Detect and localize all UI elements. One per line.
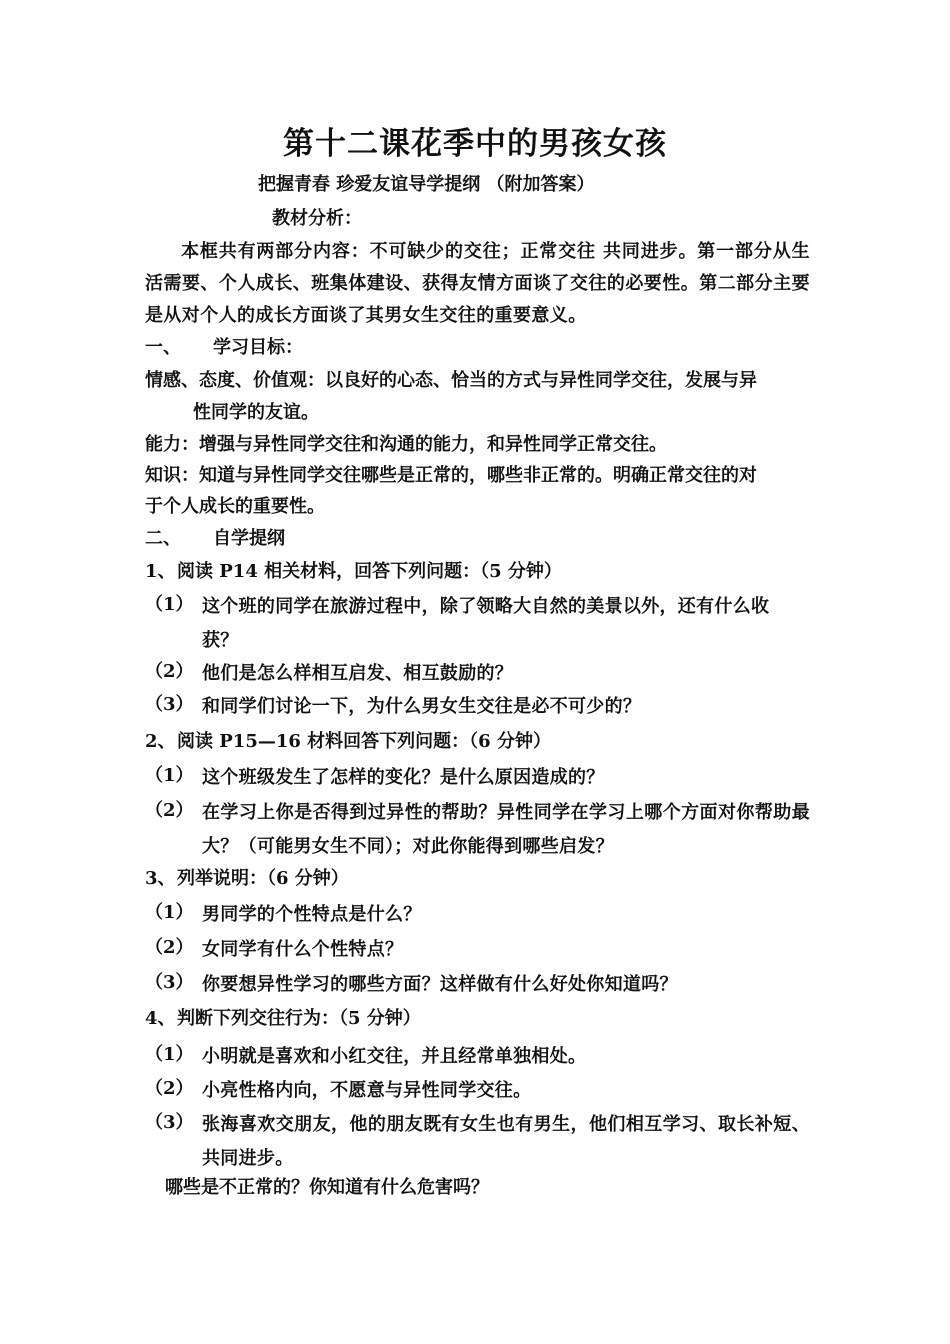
- item-number: （2）: [145, 800, 194, 821]
- item-text: 小明就是喜欢和小红交往，并且经常单独相处。: [202, 1046, 587, 1067]
- item-text: 在学习上你是否得到过异性的帮助？异性同学在学习上哪个方面对你帮助最大？（可能男女生不同）；对此你能得到哪些启发？: [202, 802, 810, 857]
- question-text: 判断下列交往行为：（5 分钟）: [177, 1008, 421, 1029]
- question-number: 2、: [145, 731, 176, 752]
- intro-paragraph: 本框共有两部分内容：不可缺少的交往；正常交往 共同进步。第一部分从生活需要、个人成长、班集体建设、获得友情方面谈了交往的必要性。第二部分主要是从对个人的成长方面谈了其男女生交往的重要意义。: [145, 241, 810, 326]
- item-number: （2）: [145, 661, 194, 682]
- item-number: （2）: [145, 937, 194, 958]
- question-number: 4、: [145, 1008, 176, 1029]
- question-1: [145, 557, 562, 583]
- question-4: [145, 1004, 421, 1030]
- question-text: 阅读 P15—16 材料回答下列问题：（6 分钟）: [177, 731, 551, 752]
- goal-emotion-line1: 情感、态度、价值观：以良好的心态、恰当的方式与异性同学交往，发展与异: [145, 370, 757, 391]
- document-title: 第十二课花季中的男孩女孩: [283, 126, 667, 162]
- question-2: [145, 727, 551, 753]
- item-number: （1）: [145, 765, 194, 786]
- document-subtitle: 把握青春 珍爱友谊导学提纲 （附加答案）: [258, 174, 595, 195]
- goal-ability: 能力：增强与异性同学交往和沟通的能力，和异性同学正常交往。: [145, 434, 667, 455]
- section-number: 二、: [145, 528, 181, 549]
- item-number: （2）: [145, 1078, 194, 1099]
- item-text: 这个班级发生了怎样的变化？是什么原因造成的？: [202, 767, 605, 788]
- item-number: （3）: [145, 972, 194, 993]
- item-text: 小亮性格内向，不愿意与异性同学交往。: [202, 1080, 532, 1101]
- item-number: （3）: [145, 694, 194, 715]
- section-title: 学习目标：: [213, 337, 303, 358]
- item-number: （1）: [145, 594, 194, 615]
- item-number: （1）: [145, 902, 194, 923]
- item-text: 和同学们讨论一下，为什么男女生交往是必不可少的？: [202, 696, 642, 717]
- item-text: 你要想异性学习的哪些方面？这样做有什么好处你知道吗？: [202, 974, 678, 995]
- item-text: 他们是怎么样相互启发、相互鼓励的？: [202, 663, 514, 684]
- goal-knowledge-line1: 知识：知道与异性同学交往哪些是正常的，哪些非正常的。明确正常交往的对: [145, 465, 757, 486]
- section-2-heading: [145, 524, 285, 550]
- item-number: （1）: [145, 1044, 194, 1065]
- closing-question: 哪些是不正常的？你知道有什么危害吗？: [165, 1177, 489, 1198]
- item-text: [202, 590, 810, 658]
- question-text: 列举说明：（6 分钟）: [177, 868, 349, 889]
- item-text-line: 这个班的同学在旅游过程中，除了领略大自然的美景以外，还有什么收: [202, 596, 770, 617]
- section-title: 自学提纲: [213, 528, 285, 549]
- goal-knowledge-line2: 于个人成长的重要性。: [145, 496, 325, 517]
- item-text: 女同学有什么个性特点？: [202, 939, 404, 960]
- item-text: 张海喜欢交朋友，他的朋友既有女生也有男生，他们相互学习、取长补短、共同进步。: [202, 1114, 810, 1169]
- question-number: 3、: [145, 868, 176, 889]
- question-3: [145, 864, 349, 890]
- material-analysis-label: 教材分析：: [272, 208, 362, 229]
- section-number: 一、: [145, 337, 181, 358]
- item-text: 男同学的个性特点是什么？: [202, 904, 422, 925]
- goal-emotion-line2: 性同学的友谊。: [193, 402, 319, 423]
- section-1-heading: [145, 333, 303, 359]
- question-text: 阅读 P14 相关材料，回答下列问题：（5 分钟）: [177, 561, 562, 582]
- item-number: （3）: [145, 1112, 194, 1133]
- item-text-line: 获？: [202, 630, 239, 651]
- question-number: 1、: [145, 561, 176, 582]
